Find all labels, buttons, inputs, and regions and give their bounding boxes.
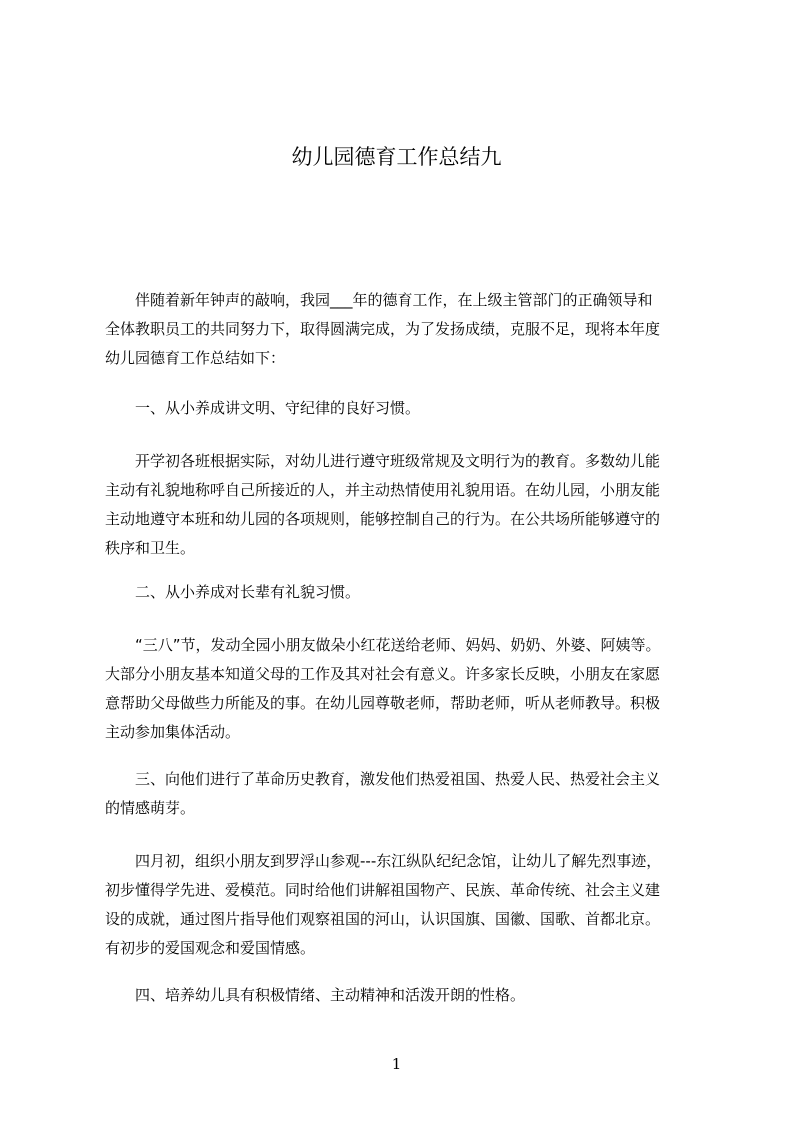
heading-line: 二、从小养成对长辈有礼貌习惯。 [105,583,361,601]
heading-line: 的情感萌芽。 [105,799,196,817]
heading-line: 一、从小养成讲文明、守纪律的良好习惯。 [105,399,421,417]
paragraph-line: 意帮助父母做些力所能及的事。在幼儿园尊敬老师，帮助老师，听从老师教导。积极 [105,694,661,712]
paragraph-civility [105,447,705,563]
page-number: 1 [391,1055,402,1073]
section-heading-3 [105,765,705,823]
paragraph-line: 有初步的爱国观念和爱国情感。 [105,939,316,957]
heading-line: 四、培养幼儿具有积极情绪、主动精神和活泼开朗的性格。 [105,986,526,1004]
paragraph-line: 初步懂得学先进、爱模范。同时给他们讲解祖国物产、民族、革命传统、社会主义建 [105,881,661,899]
paragraph-intro [105,286,705,373]
paragraph-line: 大部分小朋友基本知道父母的工作及其对社会有意义。许多家长反映，小朋友在家愿 [105,665,661,683]
paragraph-line: 设的成就，通过图片指导他们观察祖国的河山，认识国旗、国徽、国歌、首都北京。 [105,910,661,928]
paragraph-line: 四月初，组织小朋友到罗浮山参观---东江纵队纪纪念馆，让幼儿了解先烈事迹， [105,852,662,870]
paragraph-line: 幼儿园德育工作总结如下： [105,349,286,367]
paragraph-line: 秩序和卫生。 [105,539,196,557]
heading-line: 三、向他们进行了革命历史教育，激发他们热爱祖国、热爱人民、热爱社会主义 [105,770,661,788]
section-heading-1 [105,394,705,423]
paragraph-history [105,847,705,963]
paragraph-line: 伴随着新年钟声的敲响，我园___年的德育工作，在上级主管部门的正确领导和 [105,291,653,309]
paragraph-line: 主动地遵守本班和幼儿园的各项规则，能够控制自己的行为。在公共场所能够遵守的 [105,510,661,528]
paragraph-line: “三八”节，发动全园小朋友做朵小红花送给老师、妈妈、奶奶、外婆、阿姨等。 [105,636,661,654]
paragraph-respect [105,631,705,747]
section-heading-2 [105,578,705,607]
paragraph-line: 全体教职员工的共同努力下，取得圆满完成，为了发扬成绩，克服不足，现将本年度 [105,320,661,338]
document-title: 幼儿园德育工作总结九 [291,145,502,169]
section-heading-4 [105,981,705,1010]
paragraph-line: 主动参加集体活动。 [105,723,241,741]
paragraph-line: 主动有礼貌地称呼自己所接近的人，并主动热情使用礼貌用语。在幼儿园，小朋友能 [105,481,661,499]
paragraph-line: 开学初各班根据实际，对幼儿进行遵守班级常规及文明行为的教育。多数幼儿能 [105,452,661,470]
